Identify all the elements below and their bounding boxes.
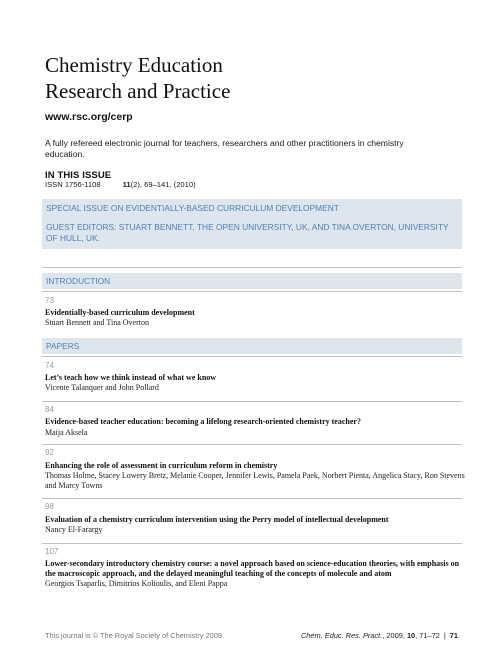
article-page-number: 74 bbox=[45, 361, 54, 370]
article-divider bbox=[42, 498, 462, 499]
article-authors: Georgios Tsaparlis, Dimitrios Kolioulis, and Eleni Pappa bbox=[45, 579, 228, 588]
article-divider bbox=[42, 444, 462, 445]
article-page-number: 73 bbox=[45, 296, 54, 305]
article-page-number: 98 bbox=[45, 502, 54, 511]
journal-description: A fully refereed electronic journal for teachers, researchers and other practitioners in chemistry education. bbox=[45, 138, 404, 159]
article-page-number: 107 bbox=[45, 547, 59, 556]
article-divider bbox=[42, 291, 462, 292]
footer-pages: , 71–72 bbox=[415, 631, 440, 640]
in-this-issue-heading: IN THIS ISSUE bbox=[45, 170, 112, 181]
article-page-number: 92 bbox=[45, 448, 54, 457]
article-title-link[interactable]: Lower-secondary introductory chemistry course: a novel approach based on science-education theories, with emphasis on the macroscopic approach, and the delayed meaningful teaching of the concepts of molecule and atom bbox=[45, 559, 460, 578]
journal-title bbox=[45, 52, 230, 104]
article-divider bbox=[42, 543, 462, 544]
article-divider bbox=[42, 356, 462, 357]
article-title-link[interactable]: Evaluation of a chemistry curriculum intervention using the Perry model of intellectual development bbox=[45, 515, 389, 524]
copyright-footer: This journal is © The Royal Society of Chemistry 2009 bbox=[45, 631, 223, 640]
journal-url-link[interactable]: www.rsc.org/cerp bbox=[45, 111, 133, 123]
volume-info bbox=[123, 180, 196, 189]
article-authors: Vicente Talanquer and John Pollard bbox=[45, 383, 159, 392]
article-authors: Stuart Bennett and Tina Overton bbox=[45, 318, 149, 327]
article-divider bbox=[42, 401, 462, 402]
article-authors: Thomas Holme, Stacey Lowery Bretz, Melanie Cooper, Jennifer Lewis, Pamela Paek, Norbert Pienta, Angelica Stacy, Ron Stevens and Marcy Towns bbox=[45, 471, 465, 490]
article-title-link[interactable]: Enhancing the role of assessment in curriculum reform in chemistry bbox=[45, 461, 278, 470]
article-page-number: 84 bbox=[45, 405, 54, 414]
journal-title-line2: Research and Practice bbox=[45, 79, 231, 103]
footer-volume: 10 bbox=[406, 631, 416, 640]
article-title-link[interactable]: Evidence-based teacher education: becoming a lifelong research-oriented chemistry teacher? bbox=[45, 417, 361, 426]
article-authors: Nancy El-Farargy bbox=[45, 525, 103, 534]
journal-abbreviation: Chem. Educ. Res. Pract. bbox=[300, 631, 383, 640]
footer-year: , 2009, bbox=[382, 631, 407, 640]
article-title-link[interactable]: Evidentially-based curriculum development bbox=[45, 308, 195, 317]
papers-band bbox=[42, 338, 462, 354]
footer-separator: | bbox=[443, 631, 446, 640]
article-authors: Maija Aksela bbox=[45, 428, 88, 437]
article-title-link[interactable]: Let’s teach how we think instead of what we know bbox=[45, 373, 217, 382]
papers-heading: PAPERS bbox=[46, 341, 80, 351]
volume-number: 11 bbox=[122, 180, 131, 189]
introduction-heading: INTRODUCTION bbox=[46, 276, 111, 286]
guest-editors: GUEST EDITORS: STUART BENNETT, THE OPEN UNIVERSITY, UK, AND TINA OVERTON, UNIVERSITY OF HULL, UK. bbox=[46, 222, 449, 243]
section-divider bbox=[42, 267, 462, 268]
issn-number: ISSN 1756-1108 bbox=[45, 180, 101, 189]
citation-footer bbox=[301, 631, 458, 640]
issn-line bbox=[45, 180, 196, 189]
journal-title-line1: Chemistry Education bbox=[45, 53, 223, 77]
issue-pages: (2), 69–141, (2010) bbox=[130, 180, 196, 189]
special-issue-title: SPECIAL ISSUE ON EVIDENTIALLY-BASED CURRICULUM DEVELOPMENT bbox=[46, 203, 339, 213]
footer-page-number: 71 bbox=[449, 631, 458, 640]
